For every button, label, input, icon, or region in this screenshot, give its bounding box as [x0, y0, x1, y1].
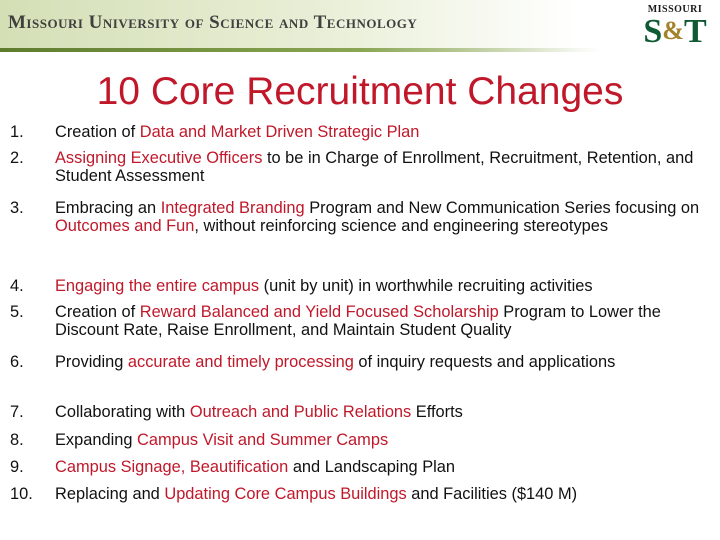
logo-ampersand: &: [662, 16, 684, 45]
item-text: [55, 303, 705, 339]
item-highlight: Integrated Branding: [160, 199, 305, 217]
item-text: [55, 403, 705, 421]
item-segment: and Landscaping Plan: [288, 458, 456, 476]
item-text: [55, 277, 705, 295]
item-segment: Program to Lower the Discount Rate, Raise Enrollment, and Maintain Student Quality: [55, 303, 661, 339]
university-name: Missouri University of Science and Technology: [8, 12, 418, 33]
item-number: 10.: [10, 485, 33, 503]
item-segment: Expanding: [55, 431, 138, 449]
item-segment: of inquiry requests and applications: [353, 353, 616, 371]
item-number: 8.: [10, 431, 24, 449]
logo-monogram: [640, 15, 710, 51]
item-segment: Embracing an: [55, 199, 161, 217]
university-logo: [640, 4, 710, 62]
item-number: 6.: [10, 353, 24, 371]
item-number: 5.: [10, 303, 24, 321]
item-number: 7.: [10, 403, 24, 421]
item-segment: Replacing and: [55, 485, 165, 503]
item-highlight: Campus Signage, Beautification: [55, 458, 289, 476]
item-text: [55, 123, 705, 141]
item-highlight: Outcomes and Fun: [55, 217, 195, 235]
item-segment: and Facilities ($140 M): [406, 485, 578, 503]
header-divider: [0, 48, 600, 52]
logo-t: T: [683, 13, 707, 50]
item-segment: Collaborating with: [55, 403, 190, 421]
item-highlight: Outreach and Public Relations: [189, 403, 412, 421]
item-segment: to be in Charge of Enrollment, Recruitment, Retention, and Student Assessment: [55, 149, 694, 185]
logo-s: S: [643, 13, 663, 50]
item-text: [55, 149, 705, 185]
item-text: [55, 353, 705, 371]
item-segment: Program and New Communication Series focusing on: [304, 199, 700, 217]
item-text: [55, 485, 705, 503]
item-highlight: Engaging the entire campus: [55, 277, 260, 295]
logo-wordmark: MISSOURI: [647, 4, 703, 15]
item-text: [55, 199, 705, 235]
item-highlight: accurate and timely processing: [127, 353, 354, 371]
item-segment: (unit by unit) in worthwhile recruiting activities: [259, 277, 593, 295]
item-highlight: Updating Core Campus Buildings: [164, 485, 407, 503]
item-segment: Creation of: [55, 123, 140, 141]
slide-title: 10 Core Recruitment Changes: [96, 70, 624, 113]
item-segment: Efforts: [411, 403, 463, 421]
item-highlight: Campus Visit and Summer Camps: [137, 431, 389, 449]
item-highlight: Reward Balanced and Yield Focused Scholarship: [139, 303, 499, 321]
item-segment: , without reinforcing science and engineering stereotypes: [194, 217, 609, 235]
item-text: [55, 431, 705, 449]
item-text: [55, 458, 705, 476]
item-segment: Providing: [55, 353, 128, 371]
item-highlight: Assigning Executive Officers: [55, 149, 263, 167]
item-number: 9.: [10, 458, 24, 476]
item-number: 2.: [10, 149, 24, 167]
item-number: 4.: [10, 277, 24, 295]
item-segment: Creation of: [55, 303, 140, 321]
item-highlight: Data and Market Driven Strategic Plan: [139, 123, 420, 141]
item-number: 1.: [10, 123, 24, 141]
item-number: 3.: [10, 199, 24, 217]
